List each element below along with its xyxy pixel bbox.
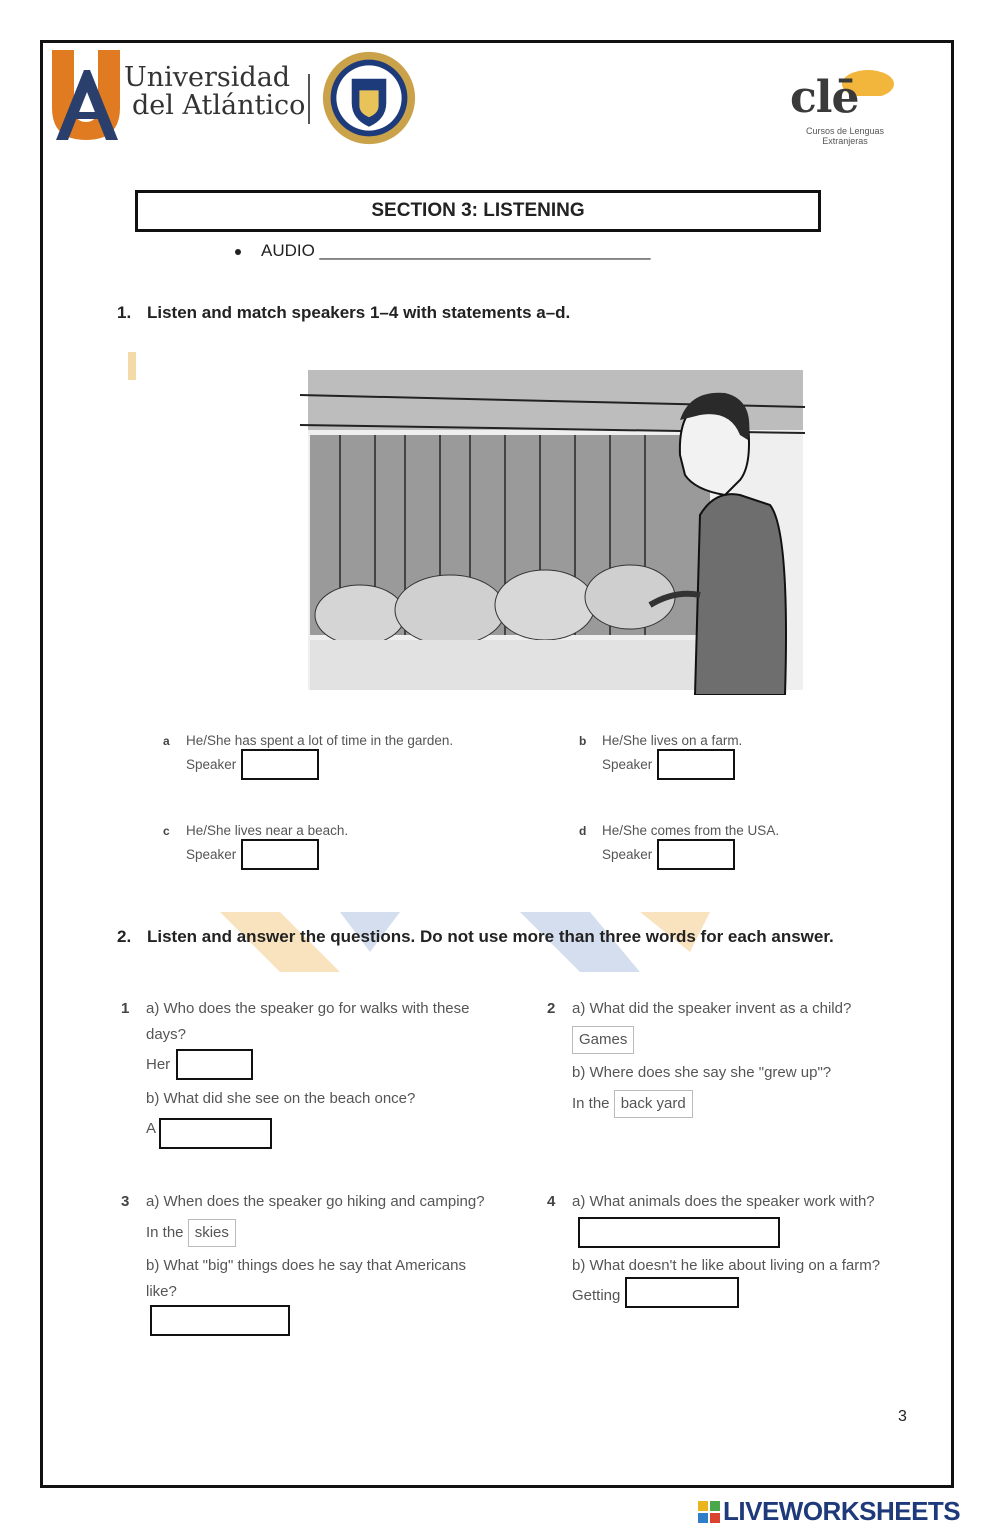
cle-subtitle: Cursos de Lenguas Extranjeras: [805, 126, 885, 146]
speaker-label: Speaker: [186, 847, 237, 862]
question-b: b) What doesn't he like about living on a farm?: [572, 1257, 881, 1274]
university-line1: Universidad: [124, 62, 291, 93]
given-answer: Games: [572, 1026, 634, 1054]
question-number: 1.: [117, 303, 132, 322]
question-b: b) What "big" things does he say that Americans: [146, 1257, 466, 1274]
university-line2: del Atlántico: [132, 90, 306, 121]
answer-prefix: In the: [572, 1095, 610, 1112]
statement-letter: a: [163, 734, 170, 748]
liveworksheets-brand: [698, 1496, 960, 1527]
statement-text: He/She comes from the USA.: [602, 823, 780, 838]
university-logo: [50, 48, 425, 148]
answer-4a-input[interactable]: [578, 1217, 780, 1248]
answer-prefix: Getting: [572, 1287, 621, 1304]
question-1-title: [117, 303, 570, 323]
accreditation-seal-icon: [320, 50, 418, 146]
bullet-icon: [235, 249, 241, 255]
speaker-b-input[interactable]: [657, 749, 735, 780]
logo-divider: [308, 74, 310, 124]
answer-prefix: A: [146, 1120, 157, 1137]
question-a: a) What did the speaker invent as a child?: [572, 1000, 852, 1017]
farm-illustration: [300, 365, 810, 695]
ua-monogram-icon: [50, 48, 125, 143]
item-number: 2: [547, 1000, 556, 1017]
given-answer: back yard: [614, 1090, 693, 1118]
page-number: 3: [898, 1408, 907, 1425]
question-text: Listen and match speakers 1–4 with statements a–d.: [147, 303, 571, 322]
university-name: [124, 64, 305, 120]
question-2-title: [117, 927, 834, 947]
answer-1b-input[interactable]: [159, 1118, 272, 1149]
answer-prefix: Her: [146, 1056, 171, 1073]
watermark-mark: [128, 352, 136, 380]
question-text: Listen and answer the questions. Do not use more than three words for each answer.: [147, 927, 834, 946]
speaker-a-input[interactable]: [241, 749, 319, 780]
question-a: a) When does the speaker go hiking and camping?: [146, 1193, 485, 1210]
question-b: b) Where does she say she "grew up"?: [572, 1064, 832, 1081]
question-number: 2.: [117, 927, 132, 946]
question-a: a) Who does the speaker go for walks with these: [146, 1000, 470, 1017]
answer-1a-input[interactable]: [176, 1049, 253, 1080]
speaker-label: Speaker: [602, 757, 653, 772]
speaker-c-input[interactable]: [241, 839, 319, 870]
given-answer: skies: [188, 1219, 236, 1247]
liveworksheets-logo-icon: [698, 1501, 720, 1523]
item-number: 1: [121, 1000, 130, 1017]
q2-item-2: [547, 996, 907, 1118]
statement-letter: d: [579, 824, 587, 838]
speaker-label: Speaker: [186, 757, 237, 772]
answer-4b-input[interactable]: [625, 1277, 739, 1308]
answer-3b-input[interactable]: [150, 1305, 290, 1336]
item-number: 3: [121, 1193, 130, 1210]
item-number: 4: [547, 1193, 556, 1210]
cle-logo: [785, 62, 905, 152]
speaker-label: Speaker: [602, 847, 653, 862]
question-b: b) What did she see on the beach once?: [146, 1090, 416, 1107]
statement-letter: b: [579, 734, 587, 748]
statement-text: He/She lives near a beach.: [186, 823, 349, 838]
brand-name: LIVEWORKSHEETS: [723, 1496, 961, 1526]
answer-prefix: In the: [146, 1224, 184, 1241]
audio-label: AUDIO ___________________________________: [261, 241, 651, 260]
section-title: SECTION 3: LISTENING: [135, 190, 821, 232]
speaker-d-input[interactable]: [657, 839, 735, 870]
statement-text: He/She has spent a lot of time in the garden.: [186, 733, 454, 748]
statement-text: He/She lives on a farm.: [602, 733, 743, 748]
question-a: a) What animals does the speaker work with?: [572, 1193, 875, 1210]
question-b-cont: like?: [146, 1283, 177, 1300]
q2-item-3: [121, 1189, 491, 1305]
cle-wordmark: clē: [790, 72, 859, 123]
statement-letter: c: [163, 824, 170, 838]
audio-line: [235, 241, 650, 261]
question-a-cont: days?: [146, 1026, 187, 1043]
